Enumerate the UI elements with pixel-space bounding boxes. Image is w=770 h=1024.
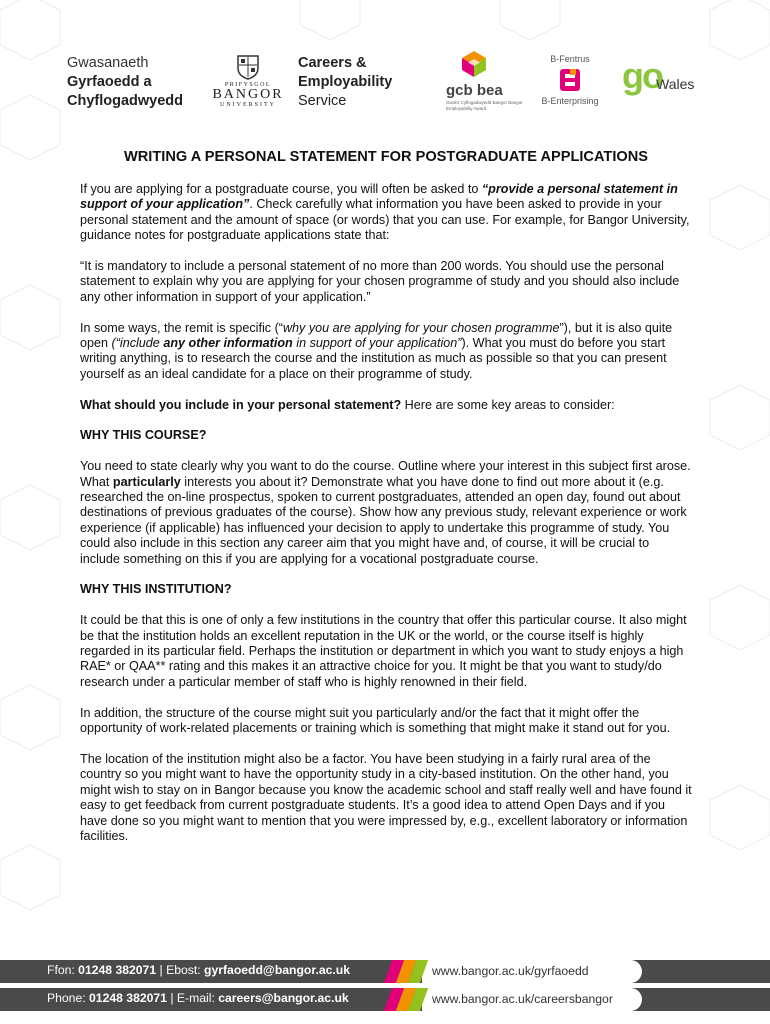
remit-italic-f: in support of your application”	[292, 336, 462, 351]
gcb-bea-wordmark: gcb bea	[446, 82, 503, 99]
remit-paragraph	[80, 321, 692, 383]
footer-welsh-separator: |	[156, 963, 167, 977]
gcb-cube-icon	[460, 50, 488, 78]
gcb-bea-subtitle: Gwobr Cyflogadwyedd Bangor Bangor Employability Award	[446, 100, 523, 111]
course-paragraph	[80, 459, 692, 567]
question-paragraph	[80, 398, 692, 413]
intro-emphasis: “provide a personal statement in support of your application”	[80, 182, 678, 212]
bangor-name: BANGOR	[212, 87, 284, 102]
footer-english-contact	[47, 991, 349, 1005]
quote-paragraph: “It is mandatory to include a personal statement of no more than 200 words. You should use the personal statement to explain why you are applying for your chosen programme of study and you should also include any other information in support of your application.”	[80, 259, 680, 304]
course-text-a: You need to state clearly why you want to do the course. Outline where your interest in this subject first arose. What	[80, 459, 691, 489]
footer-english-separator: |	[166, 991, 177, 1005]
course-text-c: interests you about it? Demonstrate what you have done to find out more about it (e.g. researched the on-line prospectus, spoken to current postgraduates, attended an open day, found out about destinations of previous graduates of the course). Show how any previous study, relevant experience or work experience (if applicable) has influenced your decision to apply to undertake this programme of study. You could also include in this section any career aim that you might have and, of course, it will be crucial to include something on this if you are applying for a vocational postgraduate course.	[80, 474, 687, 566]
institution-paragraph-2: In addition, the structure of the course might suit you particularly and/or the fact that it might offer the opportunity of work-related placements or training which is something that might make it stand out for you.	[80, 705, 671, 736]
footer-bar-welsh	[0, 960, 770, 983]
document-title: WRITING A PERSONAL STATEMENT FOR POSTGRADUATE APPLICATIONS	[123, 149, 649, 165]
gowales-go: go	[622, 55, 662, 96]
footer-welsh-contact	[47, 963, 350, 977]
intro-text: If you are applying for a postgraduate course, you will often be asked to	[80, 182, 482, 196]
footer-contact-bars	[0, 956, 770, 1024]
footer-welsh-email[interactable]: gyrfaoedd@bangor.ac.uk	[204, 963, 350, 977]
careers-service-logo	[298, 54, 392, 111]
question-rest: Here are some key areas to consider:	[401, 397, 615, 412]
b-enterprising-logo	[535, 54, 605, 106]
careers-logo-line-1: Careers &	[298, 55, 367, 71]
header-logos	[0, 40, 770, 120]
heading-why-this-institution: WHY THIS INSTITUTION?	[80, 582, 232, 597]
intro-paragraph	[80, 182, 692, 244]
institution-paragraph-1: It could be that this is one of only a few institutions in the country that offer this particular course. It also might be that the institution holds an excellent reputation in the UK or the world, or the course itself is highly regarded in its particular field. Perhaps the institution or department in which you want to study enjoys a high RAE* or QAA** rating and this makes it an attractive choice for you. It might be that you want to study/do research under a particular member of staff who is highly renowned in their field.	[80, 613, 687, 689]
remit-bold-italic-e: any other information	[163, 336, 293, 351]
bangor-crest-icon	[236, 54, 260, 80]
bangor-university-logo	[212, 54, 284, 108]
b-fentrus-label: B-Fentrus	[550, 54, 590, 64]
remit-italic-d: (“include	[111, 336, 164, 351]
footer-welsh-website-link[interactable]: www.bangor.ac.uk/gyrfaoedd	[432, 964, 589, 978]
remit-text-g: ). What you must do before you start writing anything, is to research the course and the institution as much as possible so that you can present yourself as an ideal candidate for a place on their programme of study.	[80, 336, 667, 381]
heading-why-this-course: WHY THIS COURSE?	[80, 428, 207, 443]
gowales-logo	[622, 55, 695, 96]
footer-english-email-label: E-mail:	[176, 991, 219, 1005]
footer-english-email[interactable]: careers@bangor.ac.uk	[218, 991, 349, 1005]
footer-welsh-web-tab	[422, 960, 642, 983]
footer-welsh-email-label: Ebost:	[166, 963, 205, 977]
footer-bar-english	[0, 988, 770, 1011]
bangor-suffix: UNIVERSITY	[220, 102, 276, 108]
footer-english-web-tab	[422, 988, 642, 1011]
gowales-wales: Wales	[656, 76, 695, 92]
remit-text-a: In some ways, the remit is specific (“	[80, 320, 283, 335]
intro-text-end: . Check carefully what information you have been asked to provide in your personal statement and the amount of space (or words) that you can use. For example, for Bangor University, guidance notes for postgraduate applications state that:	[80, 197, 690, 243]
footer-welsh-phone: 01248 382071	[78, 963, 157, 977]
careers-logo-line-2: Employability	[298, 74, 393, 90]
footer-welsh-phone-label: Ffon:	[47, 963, 79, 977]
b-enterprising-mark-icon	[557, 67, 583, 93]
remit-text-c: ”), but it is also quite open	[80, 320, 673, 351]
welsh-careers-logo	[67, 54, 183, 111]
b-enterprising-label: B-Enterprising	[541, 96, 599, 106]
remit-italic-b: why you are applying for your chosen programme	[282, 320, 560, 335]
welsh-logo-line-2: Gyrfaoedd a	[67, 74, 152, 90]
document-body	[80, 148, 692, 860]
course-bold-b: particularly	[112, 474, 181, 489]
footer-english-website-link[interactable]: www.bangor.ac.uk/careersbangor	[432, 992, 613, 1006]
footer-english-phone-label: Phone:	[47, 991, 90, 1005]
footer-english-phone: 01248 382071	[89, 991, 167, 1005]
question-bold: What should you include in your personal statement?	[80, 397, 402, 412]
welsh-logo-line-3: Chyflogadwyedd	[67, 93, 184, 109]
welsh-logo-line-1: Gwasanaeth	[67, 55, 149, 71]
careers-logo-line-3: Service	[298, 93, 347, 109]
institution-paragraph-3: The location of the institution might also be a factor. You have been studying in a fairly rural area of the country so you might want to have the opportunity study in a city-based institution. On the other hand, you might wish to stay on in Bangor because you know the academic school and staff really well and have found it easy to get feedback from current postgraduate students. It’s a good idea to attend Open Days and if you have done so you might want to mention that you were impressed by, e.g., excellent laboratory or information facilities.	[80, 751, 692, 843]
bangor-prefix: PRIFYSGOL	[224, 82, 272, 88]
